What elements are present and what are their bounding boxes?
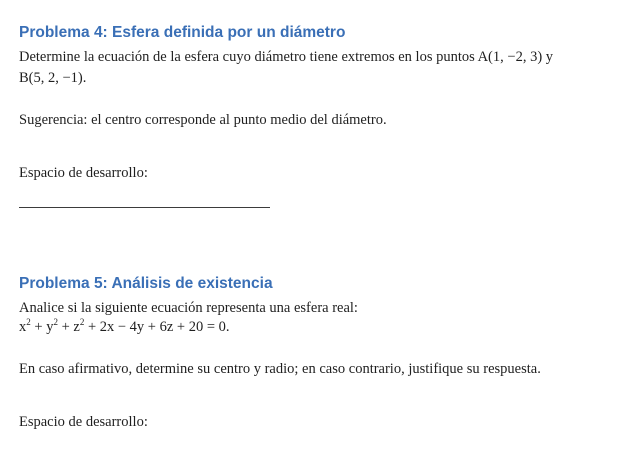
problem-5-title: Problema 5: Análisis de existencia: [19, 275, 273, 292]
problem-4-statement-line-2: B(5, 2, −1).: [19, 70, 87, 86]
equation-x-term: x: [19, 319, 27, 335]
answer-line: [19, 207, 270, 208]
problem-4-title: Problema 4: Esfera definida por un diámetro: [19, 24, 346, 41]
equation-y-exponent: 2: [53, 317, 58, 327]
problem-5-equation: [19, 317, 230, 338]
problem-4-workspace-label: Espacio de desarrollo:: [19, 165, 148, 181]
equation-plus-1: +: [30, 319, 47, 335]
equation-z-term: z: [73, 319, 80, 335]
problem-4-statement-line-1: Determine la ecuación de la esfera cuyo diámetro tiene extremos en los puntos A(1, −2, 3) y: [19, 49, 554, 65]
equation-plus-2: +: [57, 319, 74, 335]
problem-5-instruction: En caso afirmativo, determine su centro y radio; en caso contrario, justifique su respuesta.: [19, 361, 541, 377]
equation-y-term: y: [46, 319, 54, 335]
equation-x-exponent: 2: [26, 317, 31, 327]
equation-remainder: + 2x − 4y + 6z + 20 = 0.: [84, 319, 230, 335]
problem-5-statement: Analice si la siguiente ecuación representa una esfera real:: [19, 300, 358, 316]
problem-5-workspace-label: Espacio de desarrollo:: [19, 414, 148, 430]
problem-4-hint: Sugerencia: el centro corresponde al punto medio del diámetro.: [19, 112, 387, 128]
equation-z-exponent: 2: [79, 317, 85, 327]
